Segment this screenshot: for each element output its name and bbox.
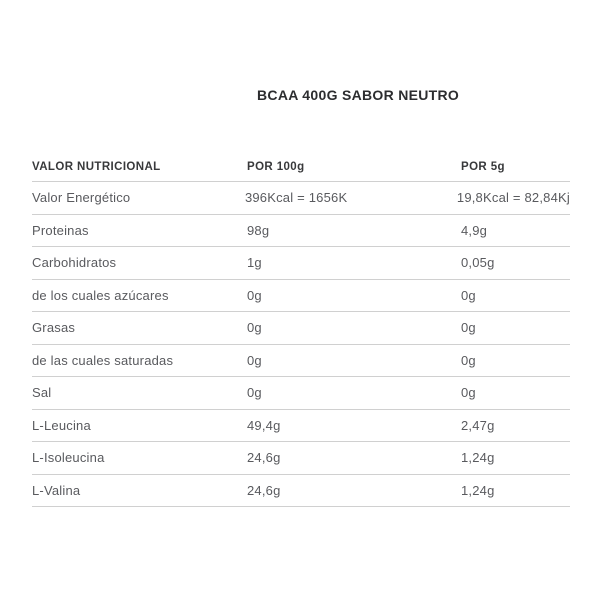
value-per-100g: 49,4g	[247, 417, 281, 433]
row-label: L-Leucina	[32, 417, 91, 433]
column-header-por-5g: POR 5g	[461, 160, 505, 173]
table-row	[32, 182, 570, 215]
row-label: Grasas	[32, 320, 76, 336]
value-per-5g: 0g	[461, 352, 476, 368]
value-per-5g: 4,9g	[461, 222, 488, 238]
row-label: Valor Energético	[32, 190, 131, 206]
row-label: L-Isoleucina	[32, 450, 105, 466]
row-label: Carbohidratos	[32, 255, 117, 271]
value-per-5g: 2,47g	[461, 417, 495, 433]
table-row	[32, 215, 570, 248]
value-per-5g: 0g	[461, 385, 476, 401]
value-per-100g: 0g	[247, 320, 262, 336]
column-header-valor-nutricional: VALOR NUTRICIONAL	[32, 160, 161, 173]
value-per-100g: 0g	[247, 352, 262, 368]
table-row	[32, 377, 570, 410]
value-per-5g: 1,24g	[461, 450, 495, 466]
table-row	[32, 475, 570, 508]
value-per-5g: 1,24g	[461, 482, 495, 498]
table-row	[32, 345, 570, 378]
value-per-100g: 98g	[247, 222, 270, 238]
row-label: Proteinas	[32, 222, 89, 238]
table-row	[32, 410, 570, 443]
table-row	[32, 312, 570, 345]
row-label: de las cuales saturadas	[32, 352, 174, 368]
row-label: de los cuales azúcares	[32, 287, 169, 303]
table-header-row	[32, 152, 570, 182]
table-row	[32, 442, 570, 475]
row-label: Sal	[32, 385, 52, 401]
value-per-5g: 0,05g	[461, 255, 495, 271]
nutrition-table	[32, 152, 570, 507]
value-per-100g: 24,6g	[247, 450, 281, 466]
nutrition-table-body	[32, 182, 570, 507]
row-label: L-Valina	[32, 482, 81, 498]
value-per-5g: 19,8Kcal = 82,84Kj	[456, 190, 570, 206]
column-header-por-100g: POR 100g	[247, 160, 305, 173]
value-per-5g: 0g	[461, 287, 476, 303]
value-per-100g: 396Kcal = 1656K	[244, 190, 348, 206]
value-per-5g: 0g	[461, 320, 476, 336]
table-row	[32, 247, 570, 280]
value-per-100g: 0g	[247, 287, 262, 303]
page-title: BCAA 400G SABOR NEUTRO	[257, 87, 460, 103]
value-per-100g: 0g	[247, 385, 262, 401]
table-row	[32, 280, 570, 313]
value-per-100g: 24,6g	[247, 482, 281, 498]
value-per-100g: 1g	[247, 255, 262, 271]
